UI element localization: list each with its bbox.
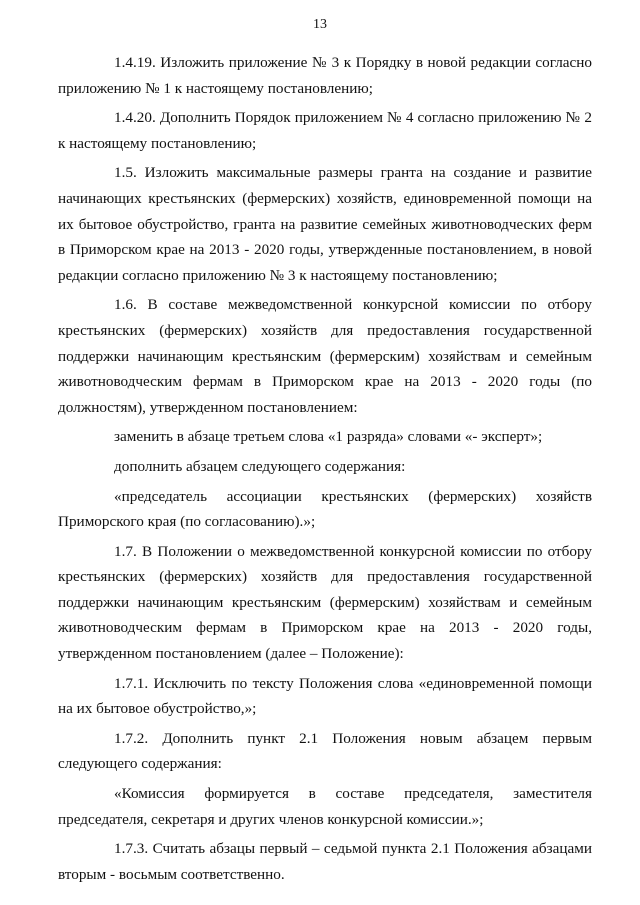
page-number: 13 <box>313 17 327 32</box>
paragraph-quoted-chairman: «председатель ассоциации крестьянских (фермерских) хозяйств Приморского края (по согласованию).»; <box>58 487 592 531</box>
paragraph-1-6: 1.6. В составе межведомственной конкурсной комиссии по отбору крестьянских (фермерских) хозяйств для предоставления государственной поддержки начинающим крестьянским (фермерским) хозяйствам и семейным животноводческим фермам в Приморском крае на 2013 - 2020 годы (по должностям), утвержденном постановлением: <box>58 296 592 416</box>
paragraph-1-7-3: 1.7.3. Считать абзацы первый – седьмой пункта 2.1 Положения абзацами вторым - восьмым соответственно. <box>58 840 592 883</box>
paragraph-add-clause: дополнить абзацем следующего содержания: <box>114 457 406 475</box>
paragraph-quoted-commission: «Комиссия формируется в составе председателя, заместителя председателя, секретаря и других членов конкурсной комиссии.»; <box>58 785 592 828</box>
document-body <box>58 50 592 887</box>
paragraph-1-4-19: 1.4.19. Изложить приложение № 3 к Порядку в новой редакции согласно приложению № 1 к настоящему постановлению; <box>58 54 592 97</box>
paragraph-replace-words: заменить в абзаце третьем слова «1 разряда» словами «- эксперт»; <box>114 428 543 446</box>
paragraph-1-7-1: 1.7.1. Исключить по тексту Положения слова «единовременной помощи на их бытовое обустройство,»; <box>58 674 592 718</box>
paragraph-1-7-2: 1.7.2. Дополнить пункт 2.1 Положения новым абзацем первым следующего содержания: <box>58 729 592 773</box>
paragraph-1-4-20: 1.4.20. Дополнить Порядок приложением № 4 согласно приложению № 2 к настоящему постановлению; <box>58 109 592 152</box>
paragraph-1-7: 1.7. В Положении о межведомственной конкурсной комиссии по отбору крестьянских (фермерских) хозяйств для предоставления государственной поддержки начинающим крестьянским (фермерским) хозяйствам и семейным животноводческим фермам в Приморском крае на 2013 - 2020 годы, утвержденном постановлением (далее – Положение): <box>58 542 592 663</box>
paragraph-1-5: 1.5. Изложить максимальные размеры гранта на создание и развитие начинающих крестьянских (фермерских) хозяйств, единовременной помощи на их бытовое обустройство, гранта на развитие семейных животноводческих ферм в Приморском крае на 2013 - 2020 годы, утвержденные постановлением, в новой редакции согласно приложению № 3 к настоящему постановлению; <box>58 164 592 284</box>
